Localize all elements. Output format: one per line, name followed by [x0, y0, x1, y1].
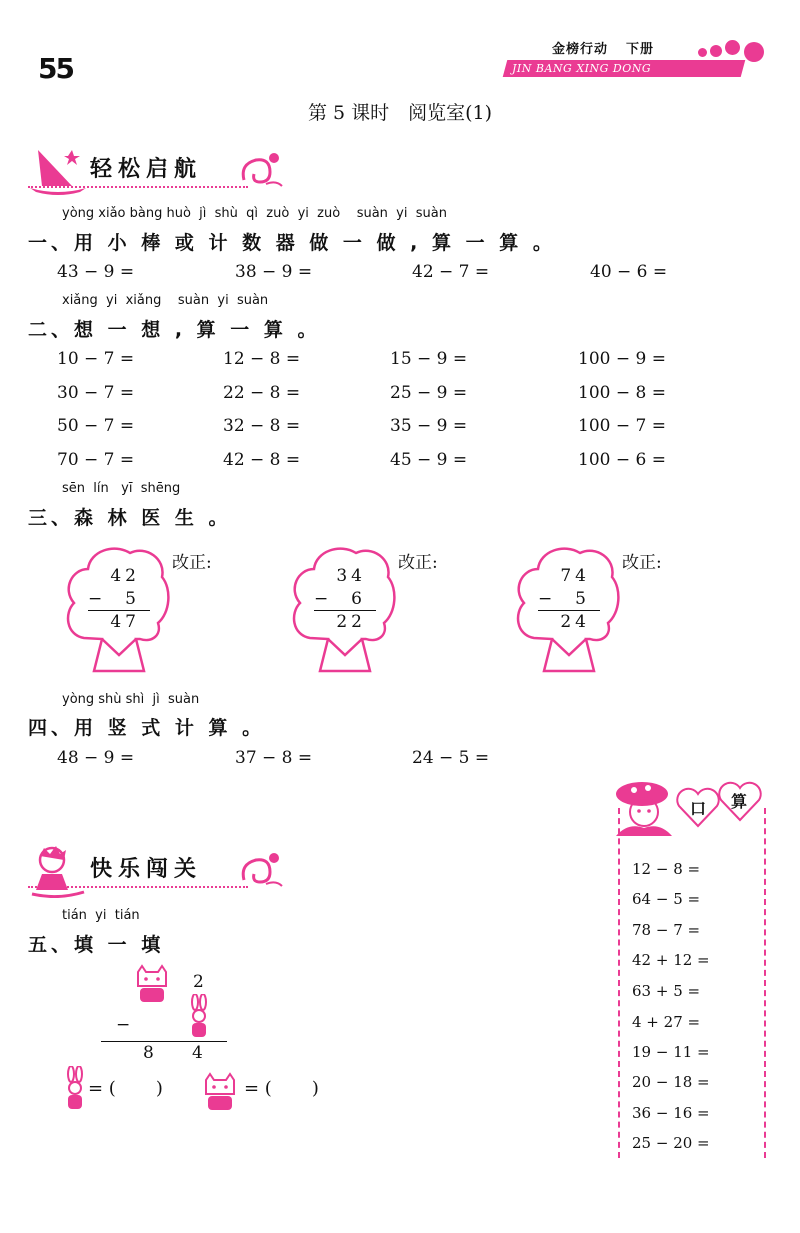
- oral-equation: 20 − 18 =: [632, 1073, 710, 1091]
- section-title-2: 快乐闯关: [90, 857, 203, 882]
- tree-3-sub: 5: [575, 589, 590, 609]
- volume-label: 下册: [626, 42, 655, 57]
- q2-pinyin: xiǎng yi xiǎng suàn yi suàn: [62, 293, 269, 308]
- puzzle-minus: −: [116, 1015, 131, 1035]
- tree-icon: [512, 543, 622, 675]
- q1-equation: 38 − 9 =: [235, 262, 313, 282]
- q2-equation: 12 − 8 =: [223, 349, 301, 369]
- tree-1-fix-label: 改正:: [172, 553, 212, 573]
- q5-pinyin: tián yi tián: [62, 908, 140, 923]
- q1-pinyin: yòng xiǎo bàng huò jì shù qì zuò yi zuò suàn yi suàn: [62, 206, 447, 221]
- tree-3-minus: −: [538, 589, 553, 609]
- q1-equation: 42 − 7 =: [412, 262, 490, 282]
- oral-equation: 42 + 12 =: [632, 951, 710, 969]
- q3-pinyin: sēn lín yī shēng: [62, 481, 181, 496]
- tree-1-result: 47: [110, 612, 140, 632]
- q1-equation: 40 − 6 =: [590, 262, 668, 282]
- puzzle-result-tens: 8: [143, 1043, 154, 1063]
- section-title-1: 轻松启航: [90, 157, 203, 182]
- q2-heading: 二、想 一 想 , 算 一 算 。: [28, 319, 321, 341]
- puzzle-line: [101, 1041, 227, 1042]
- tree-2-fix-label: 改正:: [398, 553, 438, 573]
- tree-3-line: [538, 610, 600, 611]
- q1-equation: 43 − 9 =: [57, 262, 135, 282]
- tree-1-line: [88, 610, 150, 611]
- section-banner-1: [28, 146, 288, 202]
- q2-equation: 10 − 7 =: [57, 349, 135, 369]
- q2-equation: 50 − 7 =: [57, 416, 135, 436]
- q2-equation: 100 − 6 =: [578, 450, 666, 470]
- oral-label-1: 口: [690, 799, 707, 818]
- tree-icon: [62, 543, 172, 675]
- q5-heading: 五、填 一 填: [28, 934, 165, 956]
- q2-equation: 100 − 9 =: [578, 349, 666, 369]
- q2-equation: 15 − 9 =: [390, 349, 468, 369]
- tree-icon: [288, 543, 398, 675]
- q2-equation: 32 − 8 =: [223, 416, 301, 436]
- oral-equation: 25 − 20 =: [632, 1134, 710, 1152]
- tree-2-top: 34: [336, 566, 366, 586]
- section-rule: [28, 186, 248, 192]
- q4-equation: 37 − 8 =: [235, 748, 313, 768]
- oral-equation: 36 − 16 =: [632, 1104, 710, 1122]
- oral-equation: 12 − 8 =: [632, 860, 701, 878]
- swirl-flower-icon: [236, 850, 286, 890]
- q2-equation: 35 − 9 =: [390, 416, 468, 436]
- oral-equation: 4 + 27 =: [632, 1013, 701, 1031]
- tree-3-top: 74: [560, 566, 590, 586]
- oral-label-2: 算: [731, 792, 748, 811]
- rabbit-icon: [62, 1066, 88, 1112]
- tree-1-top: 42: [110, 566, 140, 586]
- oral-equation: 63 + 5 =: [632, 982, 701, 1000]
- q4-heading: 四、用 竖 式 计 算 。: [28, 717, 266, 739]
- q2-equation: 70 − 7 =: [57, 450, 135, 470]
- tree-1-minus: −: [88, 589, 103, 609]
- oral-equation: 64 − 5 =: [632, 890, 701, 908]
- tree-1-sub: 5: [125, 589, 140, 609]
- q2-equation: 22 − 8 =: [223, 383, 301, 403]
- tree-2-line: [314, 610, 376, 611]
- q2-equation: 25 − 9 =: [390, 383, 468, 403]
- q4-equation: 48 − 9 =: [57, 748, 135, 768]
- tree-3-fix-label: 改正:: [622, 553, 662, 573]
- tree-2-minus: −: [314, 589, 329, 609]
- brand-name: 金榜行动: [552, 42, 609, 57]
- q2-equation: 42 − 8 =: [223, 450, 301, 470]
- page-number: 55: [38, 52, 73, 85]
- q4-equation: 24 − 5 =: [412, 748, 490, 768]
- tree-3-result: 24: [560, 612, 590, 632]
- q4-pinyin: yòng shù shì jì suàn: [62, 692, 200, 707]
- swirl-flower-icon: [236, 150, 286, 190]
- answer-rabbit: = ( ): [88, 1078, 163, 1099]
- q2-equation: 30 − 7 =: [57, 383, 135, 403]
- q2-equation: 100 − 7 =: [578, 416, 666, 436]
- puzzle-result-ones: 4: [192, 1043, 203, 1063]
- q1-heading: 一、用 小 棒 或 计 数 器 做 一 做 , 算 一 算 。: [28, 232, 556, 254]
- brand-title: [552, 38, 654, 57]
- cat-icon: [130, 964, 174, 1006]
- oral-equation: 19 − 11 =: [632, 1043, 710, 1061]
- q3-heading: 三、森 林 医 生 。: [28, 507, 232, 529]
- q2-equation: 45 − 9 =: [390, 450, 468, 470]
- cat-icon: [198, 1072, 242, 1114]
- tree-2-sub: 6: [351, 589, 366, 609]
- rabbit-icon: [186, 994, 212, 1040]
- oral-equation: 78 − 7 =: [632, 921, 701, 939]
- section-banner-2: [28, 846, 288, 902]
- header-band-text: JIN BANG XING DONG: [512, 62, 652, 75]
- answer-cat: = ( ): [244, 1078, 319, 1099]
- lesson-title: 第 5 课时 阅览室(1): [307, 102, 493, 124]
- tree-2-result: 22: [336, 612, 366, 632]
- section-rule: [28, 886, 248, 892]
- puzzle-top-digit: 2: [193, 972, 204, 992]
- q2-equation: 100 − 8 =: [578, 383, 666, 403]
